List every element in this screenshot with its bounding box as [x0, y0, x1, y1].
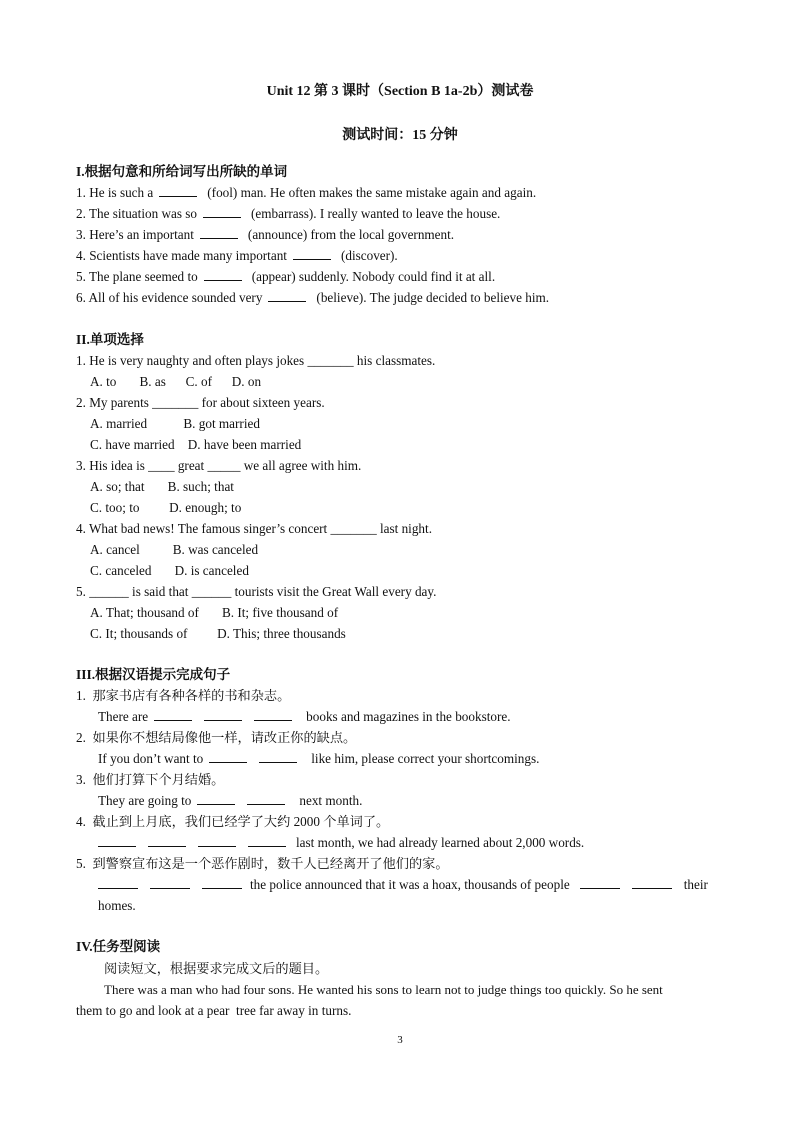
blank[interactable] [293, 248, 331, 260]
s3-e3-post: next month. [299, 793, 363, 808]
s2-q5-options-1: A. That; thousand of B. It; five thousand of [90, 605, 339, 620]
s1-item-1-post: (fool) man. He often makes the same mistake again and again. [207, 185, 537, 200]
s1-item-6-post: (believe). The judge decided to believe him. [316, 290, 550, 305]
blank[interactable] [248, 835, 286, 847]
section-3-heading: III.根据汉语提示完成句子 [76, 667, 231, 682]
blank[interactable] [197, 793, 235, 805]
s4-instruction: 阅读短文，根据要求完成文后的题目。 [104, 961, 329, 976]
s3-english-3 [98, 792, 362, 810]
s1-item-3-pre: 3. Here’s an important [76, 227, 194, 242]
s1-item-2-pre: 2. The situation was so [76, 206, 197, 221]
s1-item-6 [76, 289, 549, 307]
s3-english-1 [98, 708, 511, 726]
s2-q4-options-1: A. cancel B. was canceled [90, 542, 259, 557]
blank[interactable] [209, 751, 247, 763]
s1-item-5-pre: 5. The plane seemed to [76, 269, 198, 284]
s2-q3-options-2: C. too; to D. enough; to [90, 500, 242, 515]
s2-q5-options-2: C. It; thousands of D. This; three thousands [90, 626, 346, 641]
blank[interactable] [268, 290, 306, 302]
s1-item-3-post: (announce) from the local government. [247, 227, 455, 242]
section-2-heading: II.单项选择 [76, 332, 144, 347]
s1-item-2-post: (embarrass). I really wanted to leave the house. [251, 206, 501, 221]
blank[interactable] [198, 835, 236, 847]
s3-e1-post: books and magazines in the bookstore. [306, 709, 511, 724]
s2-q4-options-2: C. canceled D. is canceled [90, 563, 249, 578]
blank[interactable] [259, 751, 297, 763]
s3-e4-post: last month, we had already learned about 2,000 words. [296, 835, 585, 850]
s3-e2-pre: If you don’t want to [98, 751, 204, 766]
s3-chinese-3: 3. 他们打算下个月结婚。 [76, 772, 225, 787]
s2-question-3: 3. His idea is ____ great _____ we all agree with him. [76, 458, 362, 473]
s3-english-5 [92, 876, 708, 894]
s3-e5-mid: the police announced that it was a hoax, thousands of people [250, 877, 570, 892]
blank[interactable] [204, 269, 242, 281]
s1-item-4 [76, 247, 398, 265]
s3-chinese-2: 2. 如果你不想结局像他一样，请改正你的缺点。 [76, 730, 357, 745]
s2-q2-options-2: C. have married D. have been married [90, 437, 302, 452]
section-4-heading: IV.任务型阅读 [76, 939, 161, 954]
blank[interactable] [98, 835, 136, 847]
s1-item-5-post: (appear) suddenly. Nobody could find it at all. [251, 269, 496, 284]
s3-english-5-cont: homes. [98, 898, 136, 913]
s1-item-3 [76, 226, 454, 244]
blank[interactable] [202, 877, 242, 889]
section-1-heading: I.根据句意和所给词写出所缺的单词 [76, 164, 288, 179]
s1-item-4-post: (discover). [340, 248, 398, 263]
page-number: 3 [397, 1034, 403, 1046]
s3-e1-pre: There are [98, 709, 149, 724]
page-title: Unit 12 第 3 课时（Section B 1a-2b）测试卷 [266, 84, 534, 99]
blank[interactable] [203, 206, 241, 218]
s2-question-4: 4. What bad news! The famous singer’s concert _______ last night. [76, 521, 432, 536]
blank[interactable] [98, 877, 138, 889]
s1-item-2 [76, 205, 500, 223]
s3-english-4 [92, 834, 584, 852]
s2-question-5: 5. ______ is said that ______ tourists visit the Great Wall every day. [76, 584, 437, 599]
test-time: 测试时间：15 分钟 [342, 128, 458, 143]
s2-question-1: 1. He is very naughty and often plays jokes _______ his classmates. [76, 353, 436, 368]
blank[interactable] [254, 709, 292, 721]
blank[interactable] [159, 185, 197, 197]
s2-q3-options-1: A. so; that B. such; that [90, 479, 234, 494]
s1-item-6-pre: 6. All of his evidence sounded very [76, 290, 263, 305]
blank[interactable] [150, 877, 190, 889]
s3-chinese-5: 5. 到警察宣布这是一个恶作剧时，数千人已经离开了他们的家。 [76, 856, 449, 871]
s1-item-1-pre: 1. He is such a [76, 185, 154, 200]
s1-item-1 [76, 184, 536, 202]
s4-passage-line-1: There was a man who had four sons. He wanted his sons to learn not to judge things too quickly. So he sent [104, 982, 663, 997]
blank[interactable] [632, 877, 672, 889]
blank[interactable] [580, 877, 620, 889]
blank[interactable] [148, 835, 186, 847]
s3-e3-pre: They are going to [98, 793, 192, 808]
s3-chinese-1: 1. 那家书店有各种各样的书和杂志。 [76, 688, 291, 703]
s1-item-5 [76, 268, 495, 286]
s3-e2-post: like him, please correct your shortcomings. [311, 751, 540, 766]
s1-item-4-pre: 4. Scientists have made many important [76, 248, 287, 263]
s2-q1-options: A. to B. as C. of D. on [90, 374, 262, 389]
s4-passage-line-2: them to go and look at a pear tree far away in turns. [76, 1003, 352, 1018]
s3-chinese-4: 4. 截止到上月底，我们已经学了大约 2000 个单词了。 [76, 814, 390, 829]
s3-english-2 [98, 750, 539, 768]
s3-e5-end: their [683, 877, 708, 892]
blank[interactable] [154, 709, 192, 721]
blank[interactable] [204, 709, 242, 721]
s2-question-2: 2. My parents _______ for about sixteen years. [76, 395, 325, 410]
blank[interactable] [247, 793, 285, 805]
s2-q2-options-1: A. married B. got married [90, 416, 260, 431]
blank[interactable] [200, 227, 238, 239]
